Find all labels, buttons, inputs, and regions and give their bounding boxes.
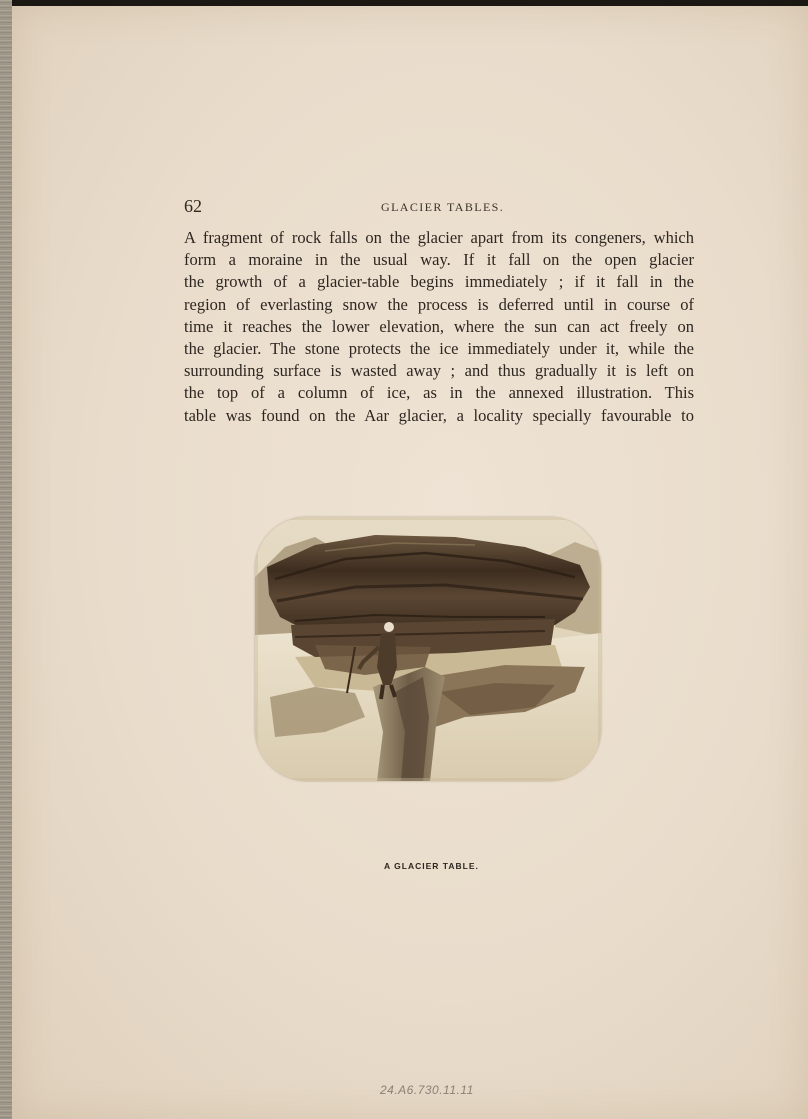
text-line: the growth of a glacier-table begins immediately ; if it fall in the	[184, 272, 694, 292]
text-line: A fragment of rock falls on the glacier apart from its congeners, which	[184, 228, 694, 247]
text-line: form a moraine in the usual way. If it fall on the open glacier	[184, 250, 694, 270]
glacier-table-photograph	[255, 517, 601, 781]
text-line: the glacier. The stone protects the ice immediately under it, while the	[184, 339, 694, 359]
text-line: table was found on the Aar glacier, a locality specially favourable to	[184, 405, 694, 425]
page-number: 62	[184, 196, 202, 216]
running-title: GLACIER TABLES.	[381, 200, 505, 214]
running-head	[184, 196, 704, 224]
body-paragraph	[184, 227, 694, 427]
plate-caption: A GLACIER TABLE.	[384, 861, 479, 871]
book-binding-edge	[0, 0, 12, 1119]
text-line: time it reaches the lower elevation, where the sun can act freely on	[184, 316, 694, 336]
library-shelfmark: 24.A6.730.11.11	[380, 1083, 474, 1097]
photograph-plate	[255, 517, 601, 781]
text-line: surrounding surface is wasted away ; and thus gradually it is left on	[184, 361, 694, 381]
text-line: region of everlasting snow the process is deferred until in course of	[184, 294, 694, 314]
text-line: the top of a column of ice, as in the annexed illustration. This	[184, 383, 694, 403]
